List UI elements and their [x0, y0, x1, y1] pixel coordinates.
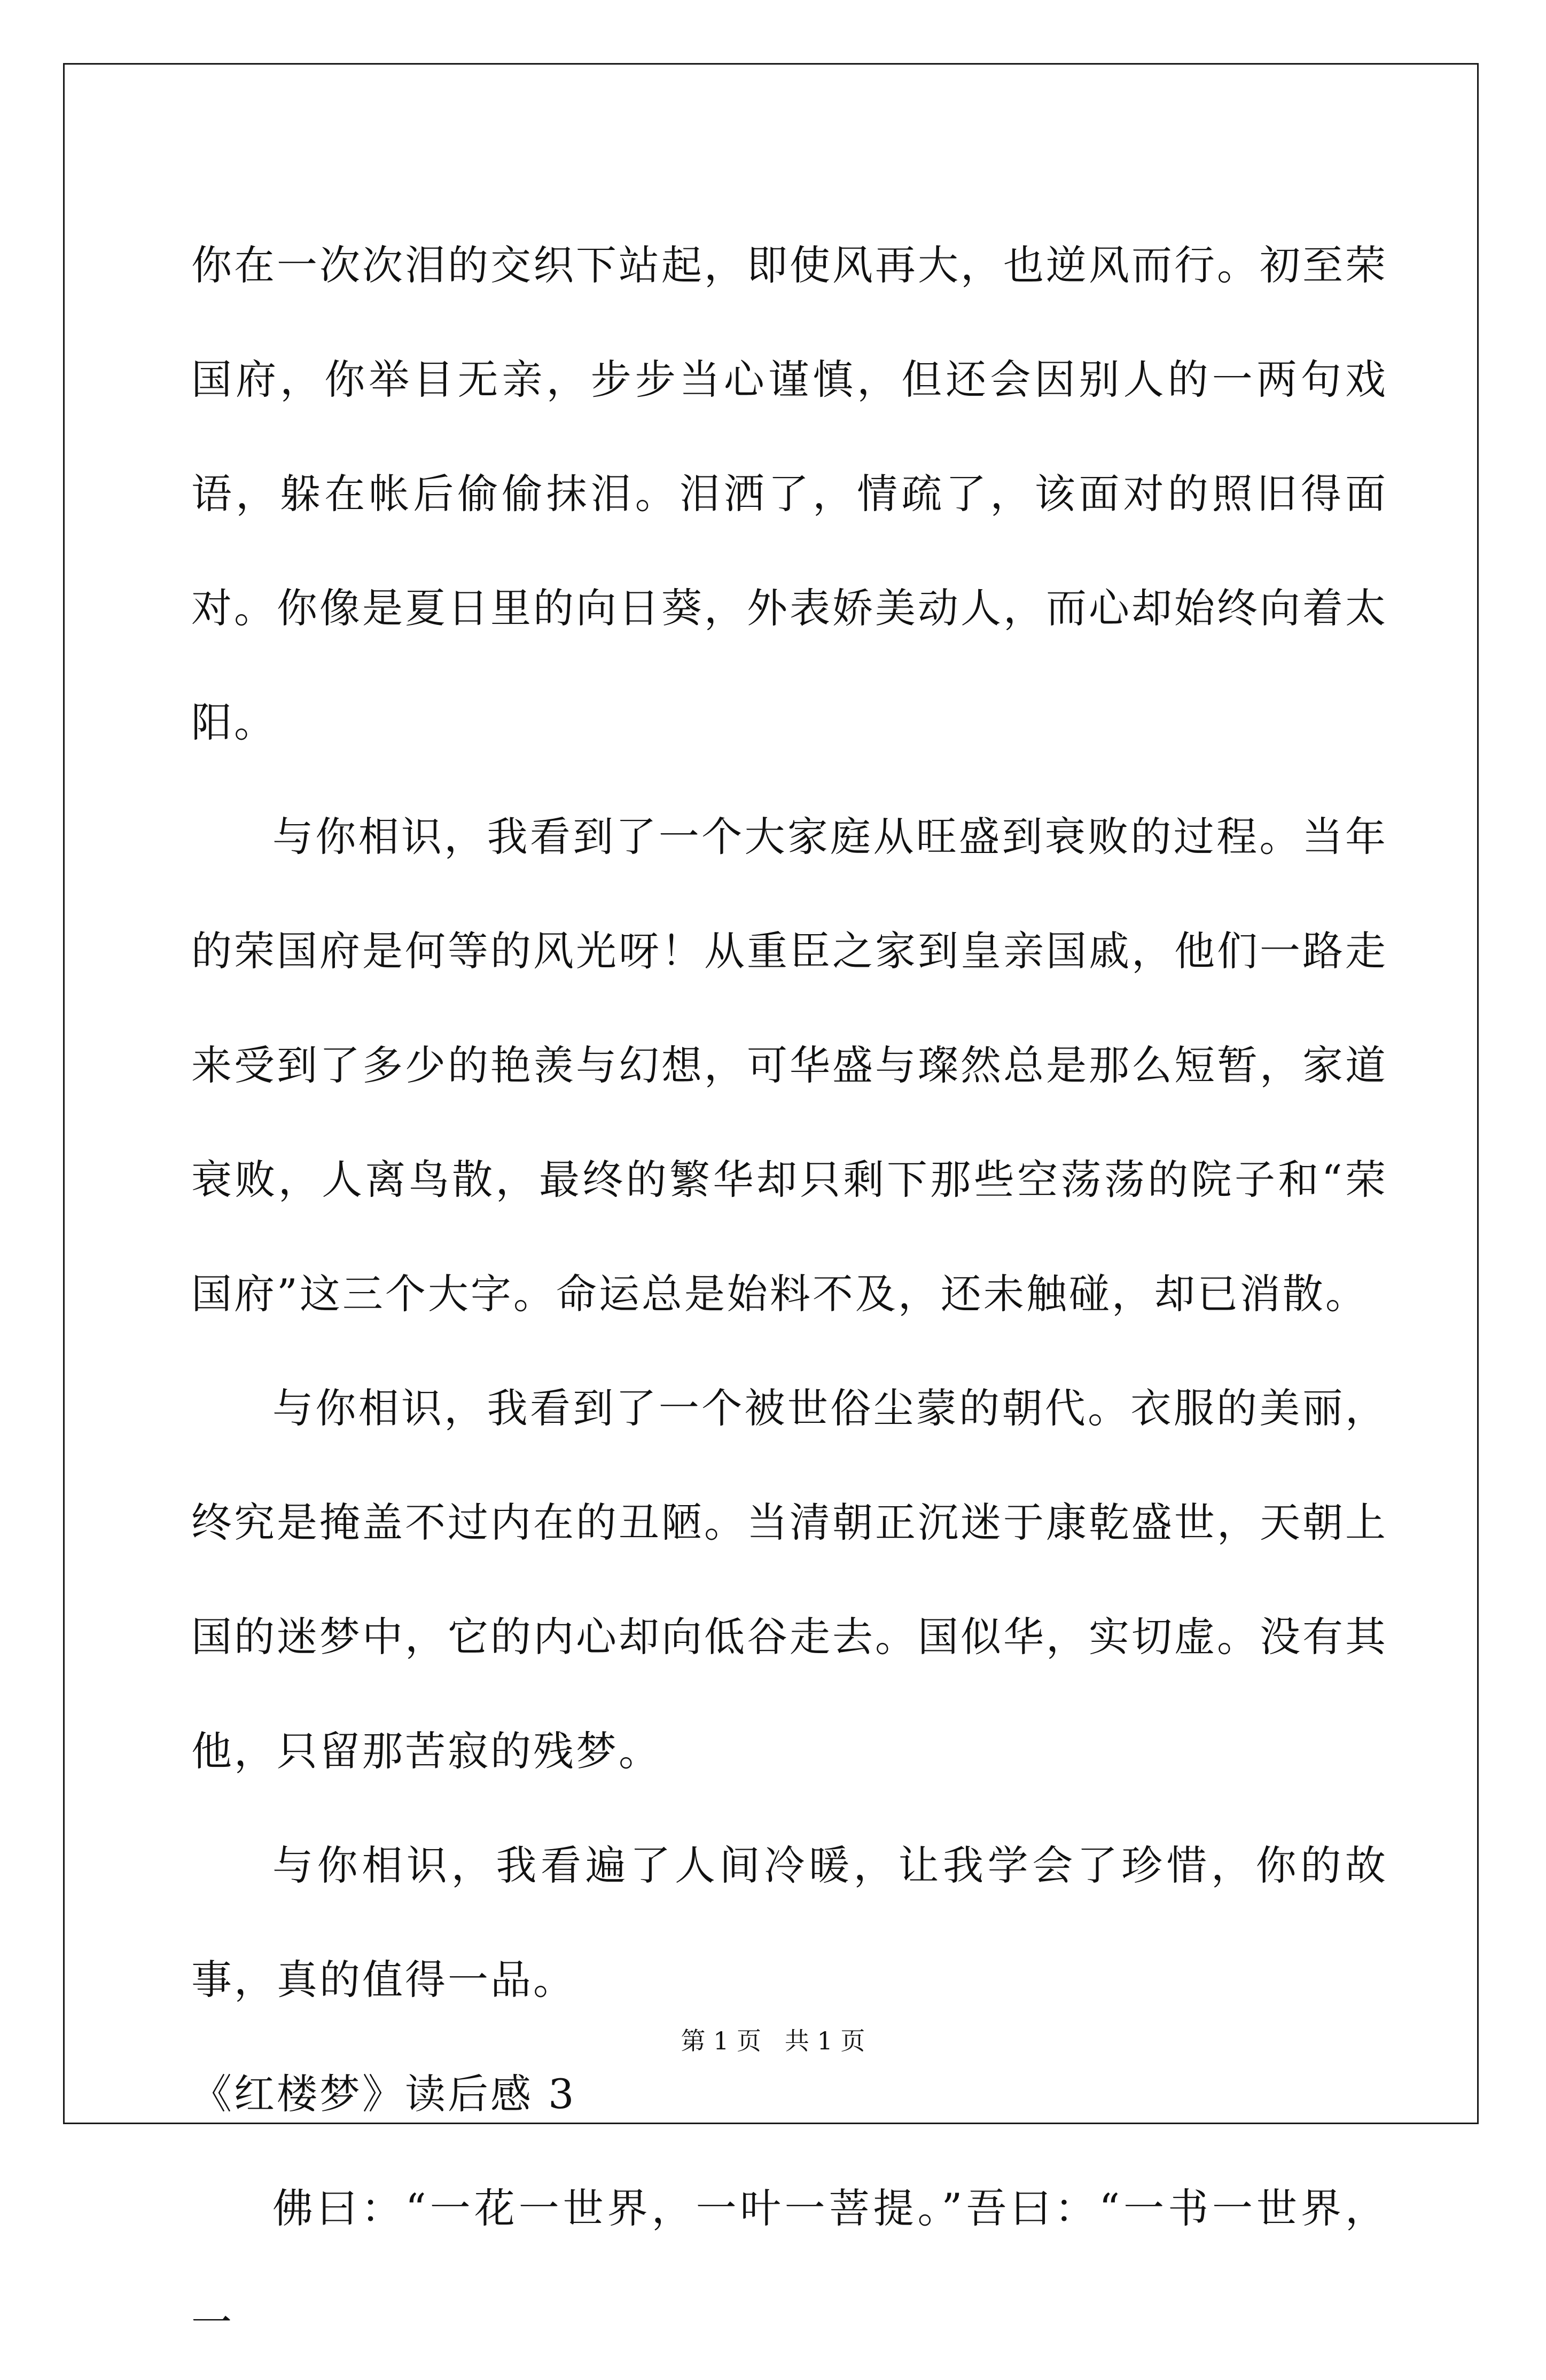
paragraph: 与你相识，我看到了一个大家庭从旺盛到衰败的过程。当年的荣国府是何等的风光呀！从重臣之家到皇亲国戚，他们一路走来受到了多少的艳羡与幻想，可华盛与璨然总是那么短暂，家道衰败，人离鸟散，最终的繁华却只剩下那些空荡荡的院子和“荣国府”这三个大字。命运总是始料不及，还未触碰，却已消散。 — [191, 813, 1388, 1318]
page-footer: 第 1 页 共 1 页 — [681, 2026, 865, 2055]
paragraph: 与你相识，我看遍了人间冷暖，让我学会了珍惜，你的故事，真的值得一品。 — [191, 1842, 1388, 2003]
section-heading: 《红楼梦》读后感 3 — [191, 2070, 576, 2118]
paragraph: 与你相识，我看到了一个被世俗尘蒙的朝代。衣服的美丽，终究是掩盖不过内在的丑陋。当清朝正沉迷于康乾盛世，天朝上国的迷梦中，它的内心却向低谷走去。国似华，实切虚。没有其他，只留那苦寂的残梦。 — [191, 1384, 1388, 1775]
paragraph: 你在一次次泪的交织下站起，即使风再大，也逆风而行。初至荣国府，你举目无亲，步步当心谨慎，但还会因别人的一两句戏语，躲在帐后偷偷抹泪。泪洒了，情疏了，该面对的照旧得面对。你像是夏日里的向日葵，外表娇美动人，而心却始终向着太阳。 — [191, 241, 1388, 746]
paragraph: 佛曰：“一花一世界，一叶一菩提。”吾曰：“一书一世界，一 — [191, 2185, 1388, 2346]
